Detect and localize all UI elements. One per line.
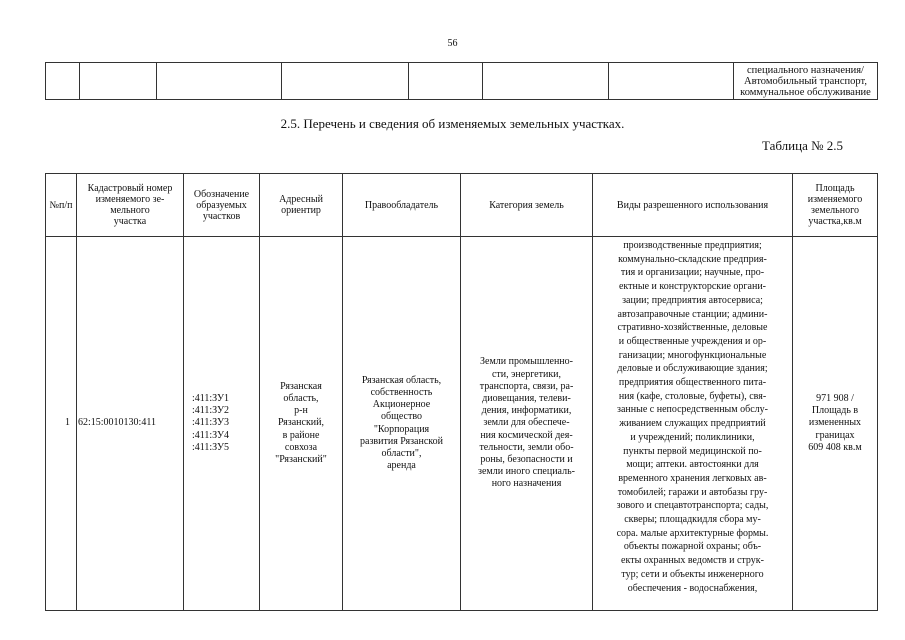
address-landmark [260, 237, 343, 611]
header-row [46, 174, 878, 237]
land-category [461, 237, 593, 611]
cell [80, 63, 157, 100]
text-line: общество [381, 411, 422, 423]
text-line: развития Рязанской [360, 435, 443, 447]
text-line: ганизации; многофункциональные [618, 349, 767, 361]
text-line: транспорта, связи, ра- [479, 380, 574, 392]
text-line: :411:ЗУ4 [192, 429, 230, 441]
header-category [461, 174, 593, 237]
text-line: совхоза [284, 441, 318, 453]
text-line: тия и организации; научные, про- [620, 267, 765, 279]
permitted-uses [593, 237, 793, 611]
header-text: изменяемого зе- [95, 194, 165, 205]
text-line: :411:ЗУ1 [192, 392, 230, 404]
text-line: живанием служащих предприятий [619, 418, 766, 430]
continuation-uses-cell [734, 63, 878, 100]
text-line: деловые и обслуживающие здания; [617, 363, 768, 375]
cell [46, 63, 80, 100]
text-line: Площадь в [811, 405, 859, 417]
text-line: и учреждений; поликлиники, [630, 431, 755, 443]
text-line: тур; сети и объекты инженерного [621, 568, 764, 580]
text-line: обеспечения - водоснабжения, [627, 582, 758, 594]
header-owner [343, 174, 461, 237]
text-line: объекты пожарной охраны; объ- [623, 541, 762, 553]
text-line: Автомобильный транспорт, [744, 76, 867, 87]
header-text: Виды разрешенного использования [616, 199, 769, 211]
text-line: зового и спецавтотранспорта; сады, [616, 500, 769, 512]
header-text: Кадастровый номер [87, 183, 173, 194]
text-line: ния космической дея- [480, 429, 573, 441]
text-line: ного назначения [491, 478, 562, 490]
header-cadastral [77, 174, 184, 237]
text-line: 971 908 / [816, 392, 854, 404]
text-line: в районе [282, 429, 320, 441]
header-text: Обозначение [193, 188, 250, 200]
text-line: области", [381, 447, 422, 459]
text-line: занные с непосредственным обслу- [617, 404, 768, 416]
text-line: томобилей; гаражи и автобазы гру- [617, 486, 768, 498]
text-line: зации; предприятия автосервиса; [622, 294, 763, 306]
header-text: ориентир [281, 205, 321, 216]
text-line: производственные предприятия; [623, 240, 762, 251]
header-text: мельного [110, 205, 150, 216]
text-line: ектные и конструкторские органи- [618, 281, 767, 293]
text-line: измененных [808, 417, 862, 429]
text-line: временного хранения легковых ав- [618, 472, 767, 484]
text-line: собственность [370, 386, 433, 398]
continuation-row [46, 63, 878, 100]
text-line: Земли промышленно- [480, 356, 573, 368]
header-text: Площадь [815, 183, 855, 194]
header-text: участков [202, 210, 241, 222]
text-line: земли иного специаль- [478, 466, 575, 478]
text-line: скверы; площадкидля сбора му- [624, 514, 761, 526]
text-line: екты охранных ведомств и струк- [621, 555, 764, 567]
text-line: сти, энергетики, [491, 368, 562, 380]
parcel-area [793, 237, 878, 611]
row-num: 1 [46, 237, 77, 611]
header-text: Категория земель [489, 199, 564, 211]
text-line: коммунальное обслуживание [740, 87, 871, 98]
header-text: Правообладатель [364, 199, 439, 211]
text-line: коммунально-складские предприя- [618, 253, 767, 265]
text-line: "Рязанский" [275, 454, 327, 465]
text-line: роны, безопасности и [480, 454, 573, 465]
text-line: р-н [294, 405, 308, 417]
header-text: №п/п [49, 199, 73, 211]
text-line: земли для обеспече- [483, 417, 570, 429]
header-text: Адресный [279, 194, 323, 205]
text-line: границах [815, 429, 855, 441]
header-uses [593, 174, 793, 237]
text-line: мощи; аптеки. автостоянки для [626, 459, 759, 471]
parcel-designations [184, 237, 260, 611]
text-line: стративно-хозяйственные, деловые [617, 322, 768, 334]
text-line: автозаправочные станции; админи- [617, 308, 768, 320]
text-line: :411:ЗУ2 [192, 405, 230, 417]
text-line: Рязанский, [277, 417, 325, 429]
cell [282, 63, 409, 100]
header-text: участка,кв.м [808, 216, 862, 227]
text-line: область, [283, 392, 319, 404]
text-line: :411:ЗУ5 [192, 441, 230, 453]
cadastral-number: 62:15:0010130:411 [77, 237, 184, 611]
table-row [46, 237, 878, 611]
text-line: сора. малые архитектурные формы. [616, 527, 769, 539]
table-label: Таблица № 2.5 [761, 138, 843, 153]
cell [483, 63, 609, 100]
text-line: Рязанская [280, 380, 322, 392]
cell [157, 63, 282, 100]
header-text: образуемых [196, 199, 247, 211]
text-line: :411:ЗУ3 [192, 417, 230, 429]
header-text: участка [113, 216, 147, 227]
text-line: и общественные учреждения и ор- [618, 335, 767, 347]
text-line: 609 408 кв.м [808, 441, 862, 453]
text-line: предприятия общественного пита- [618, 377, 767, 389]
text-line: "Корпорация [373, 423, 430, 435]
header-address [260, 174, 343, 237]
text-line: тельности, земли обо- [479, 441, 574, 453]
parcels-table [45, 173, 878, 611]
text-line: диовещания, телеви- [482, 392, 571, 404]
text-line: Рязанская область, [361, 374, 442, 386]
continuation-table [45, 62, 878, 100]
header-num [46, 174, 77, 237]
header-area [793, 174, 878, 237]
page-number: 56 [447, 38, 458, 49]
text-line: ния (кафе, столовые, буфеты), свя- [618, 390, 767, 402]
text-line: Акционерное [372, 399, 431, 411]
right-holder [343, 237, 461, 611]
header-text: земельного [811, 205, 859, 216]
text-line: дения, информатики, [481, 405, 572, 417]
header-designation [184, 174, 260, 237]
text-line: специального назначения/ [747, 65, 864, 76]
text-line: пункты первой медицинской по- [623, 445, 762, 457]
cell [409, 63, 483, 100]
section-title: 2.5. Перечень и сведения об изменяемых земельных участках. [280, 116, 625, 131]
header-text: изменяемого [807, 194, 863, 205]
cell [609, 63, 734, 100]
text-line: аренда [387, 460, 416, 472]
